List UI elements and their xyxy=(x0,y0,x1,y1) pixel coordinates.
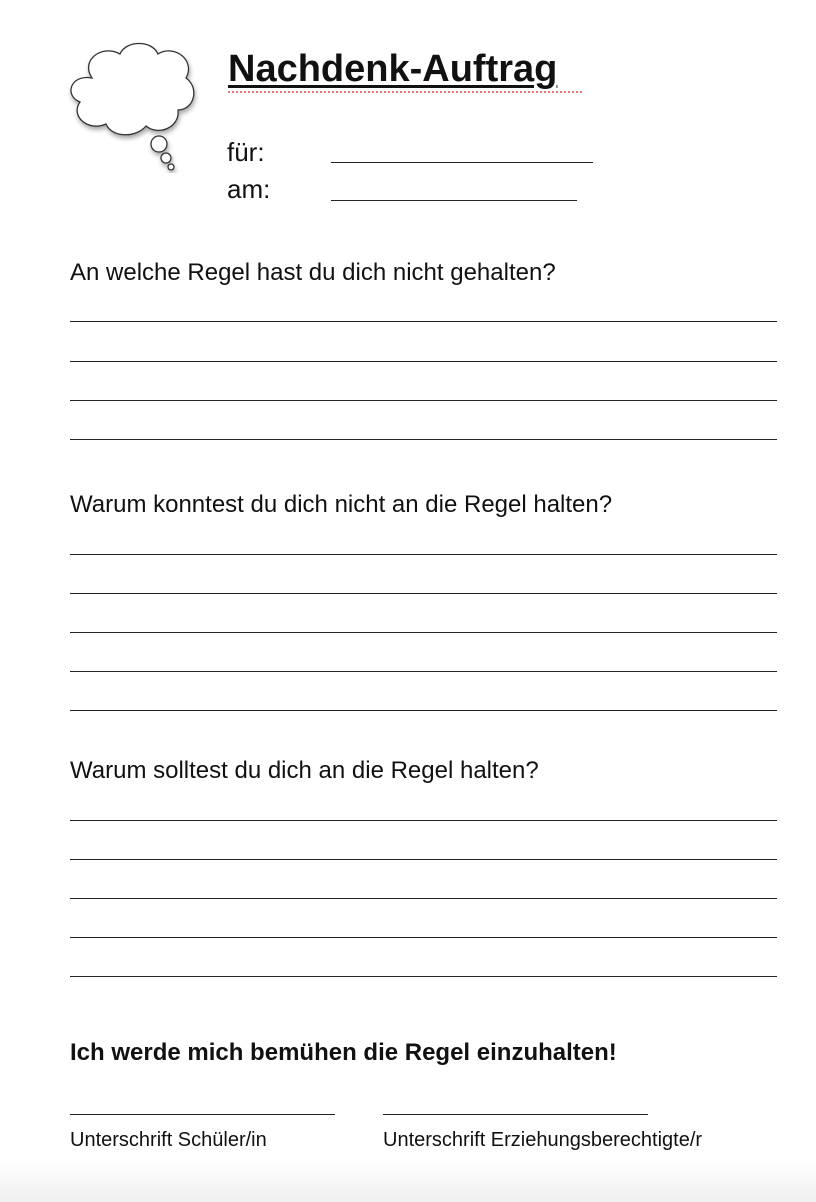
page-bottom-shade xyxy=(0,1158,816,1202)
student-signature-line[interactable] xyxy=(70,1114,335,1115)
guardian-signature-label: Unterschrift Erziehungsberechtigte/r xyxy=(383,1129,703,1151)
question-2: Warum konntest du dich nicht an die Regel halten? xyxy=(70,491,613,518)
answer-line[interactable] xyxy=(70,937,777,938)
answer-line[interactable] xyxy=(70,400,777,401)
answer-line[interactable] xyxy=(70,671,777,672)
spellcheck-underline xyxy=(228,90,583,94)
answer-line[interactable] xyxy=(70,632,777,633)
answer-line[interactable] xyxy=(70,976,777,977)
answer-line[interactable] xyxy=(70,439,777,440)
thought-bubble-icon xyxy=(62,38,202,173)
answer-line[interactable] xyxy=(70,898,777,899)
student-signature-label: Unterschrift Schüler/in xyxy=(70,1129,267,1151)
answer-line[interactable] xyxy=(70,361,777,362)
answer-line[interactable] xyxy=(70,710,777,711)
answer-line[interactable] xyxy=(70,820,777,821)
commitment-statement: Ich werde mich bemühen die Regel einzuhalten! xyxy=(70,1039,617,1066)
for-label: für: xyxy=(227,137,265,167)
for-field-line[interactable] xyxy=(331,162,593,163)
date-field-line[interactable] xyxy=(331,200,577,201)
page-title: Nachdenk-Auftrag xyxy=(228,48,558,90)
answer-line[interactable] xyxy=(70,859,777,860)
question-1: An welche Regel hast du dich nicht gehalten? xyxy=(70,259,556,286)
answer-line[interactable] xyxy=(70,321,777,322)
question-3: Warum solltest du dich an die Regel halten? xyxy=(70,757,539,784)
guardian-signature-line[interactable] xyxy=(383,1114,648,1115)
date-label: am: xyxy=(227,174,271,204)
answer-line[interactable] xyxy=(70,593,777,594)
answer-line[interactable] xyxy=(70,554,777,555)
